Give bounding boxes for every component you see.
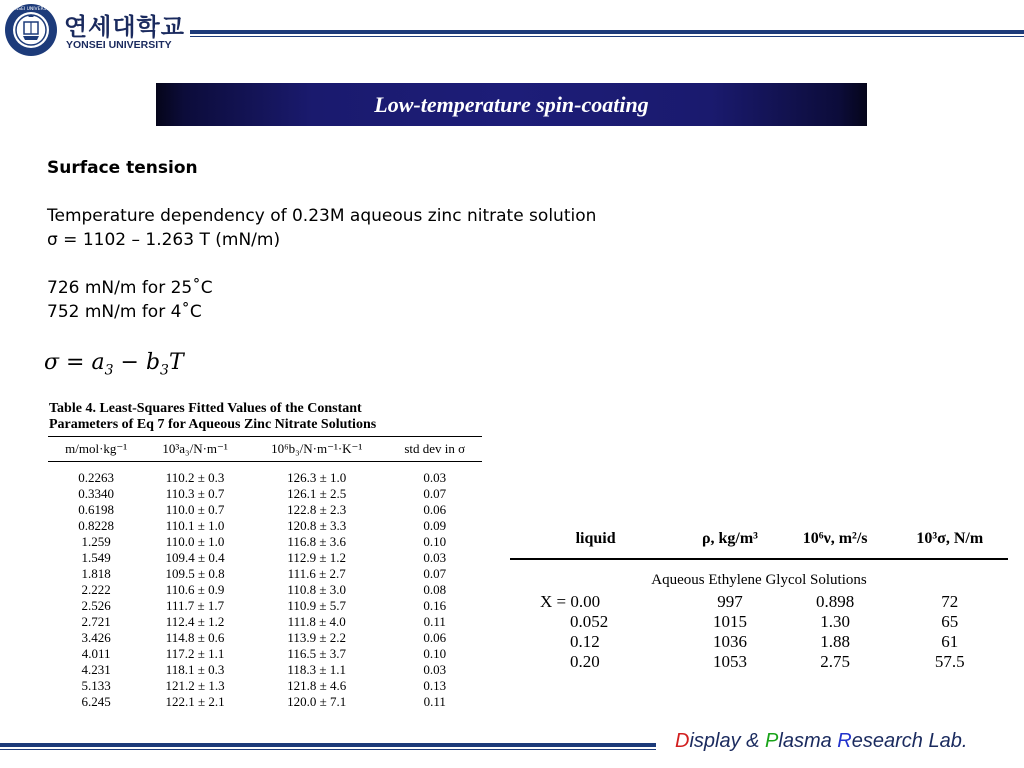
table-cell: 126.3 ± 1.0 — [287, 470, 347, 485]
table-cell: 110.9 ± 5.7 — [287, 598, 347, 613]
table-cell: 4.011 — [81, 646, 111, 661]
fit-formula — [44, 350, 184, 378]
column-header-std-dev: std dev in σ — [388, 437, 482, 462]
table-cell: 0.09 — [423, 518, 447, 533]
column-header-molality: m/mol·kg⁻¹ — [48, 437, 144, 462]
section-heading: Surface tension — [47, 158, 198, 178]
table-cell: 1.88 — [820, 632, 851, 651]
table-cell: 2.222 — [81, 582, 111, 597]
table-row — [48, 630, 482, 646]
table-cell: 0.11 — [423, 694, 446, 709]
table-cell: 109.5 ± 0.8 — [165, 566, 225, 581]
table-cell: 118.3 ± 1.1 — [287, 662, 347, 677]
table-cell: 2.75 — [820, 652, 851, 671]
table-row — [48, 534, 482, 550]
table-cell: 0.06 — [423, 630, 447, 645]
footer-rule-thin — [0, 749, 656, 750]
column-header-b3: 10⁶b₃/N·m⁻¹·K⁻¹ — [246, 437, 388, 462]
table-cell: 2.526 — [81, 598, 111, 613]
table-cell: 110.3 ± 0.7 — [165, 486, 225, 501]
table-cell: 6.245 — [81, 694, 111, 709]
table-row — [48, 582, 482, 598]
table-cell: 1.259 — [81, 534, 111, 549]
table-row — [48, 614, 482, 630]
table-cell: 122.1 ± 2.1 — [165, 694, 225, 709]
formula-b: b — [145, 350, 161, 375]
table-cell: 61 — [941, 632, 959, 651]
table-cell: 120.8 ± 3.3 — [287, 518, 347, 533]
slide-title: Low-temperature spin-coating — [374, 91, 649, 117]
table-cell: 113.9 ± 2.2 — [287, 630, 347, 645]
table-cell: 109.4 ± 0.4 — [165, 550, 225, 565]
table-cell: 0.07 — [423, 566, 447, 581]
body-line-4c: 752 mN/m for 4˚C — [47, 302, 202, 322]
table-cell: 111.6 ± 2.7 — [287, 566, 346, 581]
table-cell: 1.30 — [820, 612, 851, 631]
table-cell: 0.898 — [816, 592, 855, 611]
table-group-label: Aqueous Ethylene Glycol Solutions — [651, 572, 867, 588]
table-cell: 0.13 — [423, 678, 447, 693]
table-cell: 118.1 ± 0.3 — [165, 662, 225, 677]
table-cell: 5.133 — [81, 678, 111, 693]
column-header-surface-tension: 10³σ, N/m — [892, 526, 1008, 559]
column-header-viscosity: 10⁶ν, m²/s — [779, 526, 892, 559]
table-cell: 1.818 — [81, 566, 111, 581]
table-caption-line1: Table 4. Least-Squares Fitted Values of the Constant — [49, 401, 362, 416]
table-row — [48, 502, 482, 518]
table-cell: 0.12 — [570, 632, 600, 651]
table-row — [48, 566, 482, 582]
table-cell: 0.07 — [423, 486, 447, 501]
table-cell: 0.8228 — [78, 518, 115, 533]
table-cell: 112.4 ± 1.2 — [165, 614, 225, 629]
body-line-equation: σ = 1102 – 1.263 T (mN/m) — [47, 230, 281, 250]
university-logo — [4, 3, 184, 57]
table-cell: 110.2 ± 0.3 — [165, 470, 225, 485]
table-cell: 0.03 — [423, 550, 447, 565]
table-cell: 117.2 ± 1.1 — [165, 646, 225, 661]
table-cell: 0.03 — [423, 470, 447, 485]
table-caption-line2: Parameters of Eq 7 for Aqueous Zinc Nitrate Solutions — [49, 417, 377, 432]
table-cell: 110.1 ± 1.0 — [165, 518, 225, 533]
table-row — [48, 662, 482, 678]
header-rule — [190, 30, 1024, 34]
table-row — [510, 592, 1008, 612]
formula-T: T — [168, 350, 184, 375]
column-header-liquid: liquid — [510, 526, 681, 559]
lab-name — [675, 730, 967, 753]
table-cell: 1015 — [712, 612, 747, 631]
table-cell: 0.052 — [570, 612, 609, 631]
formula-b-sub: 3 — [160, 362, 169, 379]
table-cell: 0.20 — [570, 652, 600, 671]
table-row — [48, 486, 482, 502]
ethylene-glycol-table — [510, 526, 1008, 672]
table-cell: 0.16 — [423, 598, 447, 613]
lab-name-p: P — [765, 730, 779, 752]
table-cell: 0.10 — [423, 534, 447, 549]
table-cell: 72 — [941, 592, 959, 611]
formula-equals: = — [66, 350, 85, 375]
table-cell: X = 0.00 — [540, 592, 601, 611]
table-cell: 126.1 ± 2.5 — [287, 486, 347, 501]
table-cell: 121.8 ± 4.6 — [287, 678, 347, 693]
body-line-temperature-dependency: Temperature dependency of 0.23M aqueous zinc nitrate solution — [47, 206, 597, 226]
table-cell: 1.549 — [81, 550, 111, 565]
table-row — [48, 598, 482, 614]
table-cell: 997 — [717, 592, 743, 611]
table-cell: 110.0 ± 0.7 — [165, 502, 225, 517]
table-cell: 111.7 ± 1.7 — [166, 598, 225, 613]
table-cell: 116.8 ± 3.6 — [287, 534, 347, 549]
table-cell: 1036 — [712, 632, 747, 651]
table-cell: 3.426 — [81, 630, 111, 645]
table-cell: 0.6198 — [78, 502, 115, 517]
table-cell: 121.2 ± 1.3 — [165, 678, 225, 693]
table-cell: 110.6 ± 0.9 — [165, 582, 225, 597]
table-row — [48, 550, 482, 566]
table-cell: 111.8 ± 4.0 — [287, 614, 346, 629]
formula-a: a — [91, 350, 105, 375]
formula-minus: − — [120, 350, 139, 375]
table-row — [48, 518, 482, 534]
body-line-25c: 726 mN/m for 25˚C — [47, 278, 213, 298]
table-row — [48, 646, 482, 662]
table-cell: 4.231 — [81, 662, 111, 677]
table-row — [510, 612, 1008, 632]
table-row — [48, 462, 482, 487]
lab-name-d: D — [675, 730, 690, 752]
table-row — [48, 694, 482, 710]
lab-name-esearch: esearch Lab. — [851, 730, 968, 752]
lab-name-isplay: isplay & — [689, 730, 766, 752]
table-row — [510, 632, 1008, 652]
column-header-a3: 10³a₃/N·m⁻¹ — [144, 437, 246, 462]
column-header-density: ρ, kg/m³ — [681, 526, 779, 559]
table-cell: 0.06 — [423, 502, 447, 517]
table-cell: 114.8 ± 0.6 — [165, 630, 225, 645]
formula-a-sub: 3 — [104, 362, 114, 379]
header-rule-thin — [190, 36, 1024, 37]
seal-text: YONSEI UNIVERSITY — [8, 7, 54, 12]
lab-name-r: R — [837, 730, 852, 752]
zinc-nitrate-table — [48, 401, 484, 710]
table-cell: 0.3340 — [78, 486, 115, 501]
table-cell: 0.08 — [423, 582, 447, 597]
slide-body — [47, 156, 596, 324]
slide-title-bar — [156, 83, 867, 126]
table-cell: 0.2263 — [78, 470, 115, 485]
table-row — [48, 678, 482, 694]
university-name-english: YONSEI UNIVERSITY — [66, 39, 172, 51]
table-row — [510, 652, 1008, 672]
table-cell: 110.0 ± 1.0 — [165, 534, 225, 549]
table-cell: 1053 — [712, 652, 747, 671]
table-cell: 57.5 — [934, 652, 965, 671]
table-cell: 0.03 — [423, 662, 447, 677]
table-cell: 0.10 — [423, 646, 447, 661]
table-caption — [49, 401, 484, 433]
table-cell: 116.5 ± 3.7 — [287, 646, 347, 661]
table-cell: 110.8 ± 3.0 — [287, 582, 347, 597]
lab-name-lasma: lasma — [778, 730, 838, 752]
table-cell: 2.721 — [81, 614, 111, 629]
table-cell: 112.9 ± 1.2 — [287, 550, 347, 565]
table-cell: 0.11 — [423, 614, 446, 629]
university-seal-icon — [4, 3, 58, 57]
footer-rule — [0, 743, 656, 747]
table-cell: 65 — [941, 612, 959, 631]
table-cell: 120.0 ± 7.1 — [287, 694, 347, 709]
table-cell: 122.8 ± 2.3 — [287, 502, 347, 517]
university-name-korean: 연세대학교 — [64, 13, 185, 41]
formula-sigma: σ — [44, 350, 60, 375]
